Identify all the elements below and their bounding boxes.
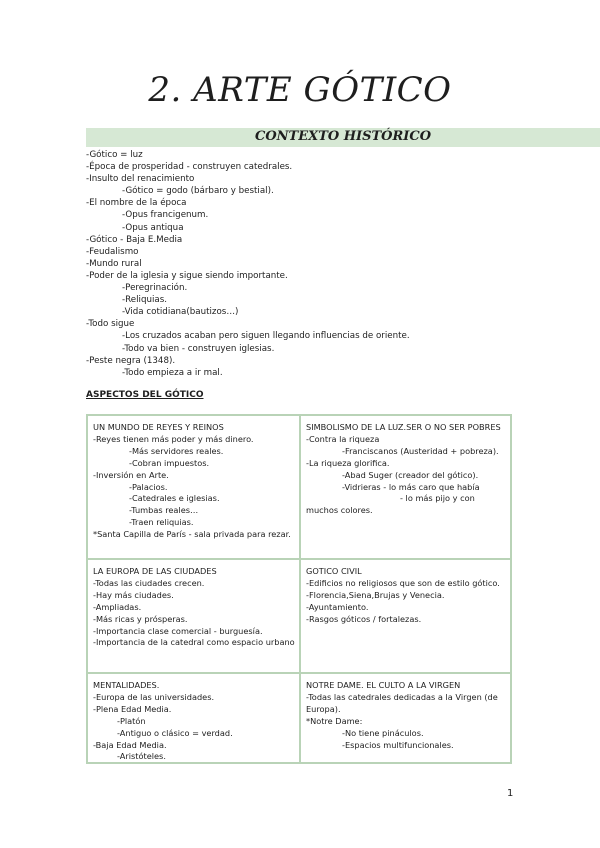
context-line: -El nombre de la época xyxy=(86,198,187,209)
cell-line: -Baja Edad Media. xyxy=(93,739,167,750)
context-line: -Poder de la iglesia y sigue siendo importante. xyxy=(86,270,288,281)
context-line: -Todo empieza a ir mal. xyxy=(122,367,223,378)
cell-line: -No tiene pináculos. xyxy=(342,727,424,738)
cell-line: -Aristóteles. xyxy=(117,751,166,762)
cell-heading: LA EUROPA DE LAS CIUDADES xyxy=(93,566,217,576)
context-line: -Peste negra (1348). xyxy=(86,355,176,366)
cell-line: -Plena Edad Media. xyxy=(93,703,172,714)
section-band xyxy=(86,128,600,147)
context-line: -Reliquias. xyxy=(122,295,167,306)
cell-heading: NOTRE DAME. EL CULTO A LA VIRGEN xyxy=(306,680,461,690)
cell-line: -Abad Suger (creador del gótico). xyxy=(342,469,479,480)
context-line: -Época de prosperidad - construyen catedrales. xyxy=(86,162,293,173)
context-line: -Peregrinación. xyxy=(122,283,188,294)
cell-line: -Más servidores reales. xyxy=(129,445,224,456)
cell-line: -Europa de las universidades. xyxy=(93,691,215,702)
cell-line: -Antiguo o clásico = verdad. xyxy=(117,727,233,738)
cell-line: -Inversión en Arte. xyxy=(93,469,169,480)
cell-line: -Palacios. xyxy=(129,481,168,492)
context-line: -Opus francigenum. xyxy=(122,210,209,221)
cell-line: -Todas las catedrales dedicadas a la Virgen (de Europa). xyxy=(306,691,498,714)
cell-line: -Espacios multifuncionales. xyxy=(342,739,454,750)
cell-line: -Importancia de la catedral como espacio urbano xyxy=(93,637,295,648)
cell-line: -La riqueza glorifica. xyxy=(306,457,390,468)
cell-europa-ciudades xyxy=(87,559,300,673)
cell-line: -Ayuntamiento. xyxy=(306,601,369,612)
cell-heading: MENTALIDADES. xyxy=(93,680,160,690)
cell-reyes-reinos xyxy=(87,415,300,559)
cell-mentalidades xyxy=(87,673,300,763)
cell-heading: SIMBOLISMO DE LA LUZ.SER O NO SER POBRES xyxy=(306,422,501,432)
context-line: -Gótico = godo (bárbaro y bestial). xyxy=(122,186,274,197)
context-line: -Feudalismo xyxy=(86,246,139,257)
cell-simbolismo-luz xyxy=(300,415,511,559)
cell-line: -Contra la riqueza xyxy=(306,433,380,444)
context-list xyxy=(86,149,546,379)
context-line: -Mundo rural xyxy=(86,258,142,269)
cell-heading: GOTICO CIVIL xyxy=(306,566,362,576)
context-line: -Gótico - Baja E.Media xyxy=(86,234,183,245)
cell-line: muchos colores. xyxy=(306,505,373,516)
section-heading-contexto: CONTEXTO HISTÓRICO xyxy=(254,129,432,144)
section-heading-aspectos: ASPECTOS DEL GÓTICO xyxy=(86,390,204,400)
cell-notre-dame xyxy=(300,673,511,763)
cell-heading: UN MUNDO DE REYES Y REINOS xyxy=(93,422,224,432)
cell-line: -Edificios no religiosos que son de estilo gótico. xyxy=(306,577,500,588)
cell-line: -Importancia clase comercial - burguesía. xyxy=(93,625,263,636)
cell-line: -Vidrieras - lo más caro que había xyxy=(342,481,480,492)
cell-line: -Traen reliquias. xyxy=(129,517,194,528)
context-line: -Insulto del renacimiento xyxy=(86,174,195,185)
cell-line: -Tumbas reales… xyxy=(129,505,199,516)
cell-line: *Santa Capilla de París - sala privada para rezar. xyxy=(93,529,291,540)
cell-line: -Más ricas y prósperas. xyxy=(93,613,188,624)
cell-line: -Franciscanos (Austeridad + pobreza). xyxy=(342,445,499,456)
context-line: -Gótico = luz xyxy=(86,150,143,160)
cell-line: -Platón xyxy=(117,715,146,726)
context-line: -Vida cotidiana(bautizos…) xyxy=(122,307,239,318)
context-line: -Opus antiqua xyxy=(122,222,184,233)
cell-line: -Ampliadas. xyxy=(93,601,142,612)
cell-line: -Catedrales e iglesias. xyxy=(129,493,220,504)
context-line: -Todo sigue xyxy=(86,319,135,330)
cell-line: - lo más pijo y con xyxy=(400,493,475,504)
page-title: 2. ARTE GÓTICO xyxy=(148,70,452,110)
cell-line: -Reyes tienen más poder y más dinero. xyxy=(93,433,254,444)
cell-line: *Notre Dame: xyxy=(306,715,363,726)
context-line: -Los cruzados acaban pero siguen llegando influencias de oriente. xyxy=(122,331,410,342)
cell-line: -Rasgos góticos / fortalezas. xyxy=(306,613,422,624)
cell-line: -Todas las ciudades crecen. xyxy=(93,577,205,588)
page-number: 1 xyxy=(507,788,514,799)
cell-gotico-civil xyxy=(300,559,511,673)
cell-line: -Hay más ciudades. xyxy=(93,589,174,600)
cell-line: -Florencia,Siena,Brujas y Venecia. xyxy=(306,589,445,600)
aspects-table xyxy=(86,414,512,764)
context-line: -Todo va bien - construyen iglesias. xyxy=(122,343,275,354)
cell-line: -Cobran impuestos. xyxy=(129,457,210,468)
